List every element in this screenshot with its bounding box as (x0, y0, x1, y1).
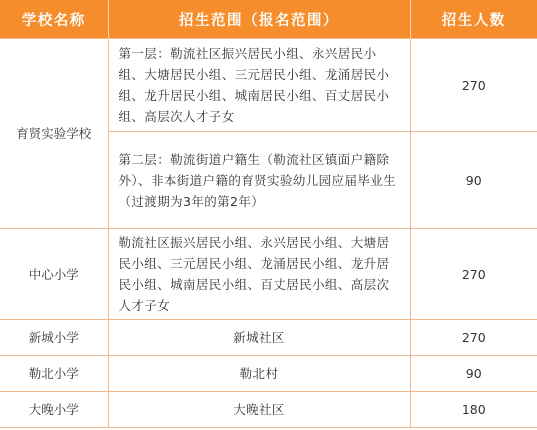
table-row (0, 320, 537, 356)
school-name-cell: 新城小学 (0, 320, 108, 356)
count-cell: 90 (410, 356, 537, 392)
table-row (0, 356, 537, 392)
header-school-name: 学校名称 (0, 0, 108, 39)
header-enrollment-range: 招生范围（报名范围） (108, 0, 410, 39)
range-cell: 第一层：勒流社区振兴居民小组、永兴居民小组、大塘居民小组、三元居民小组、龙涌居民小组、龙升居民小组、城南居民小组、百丈居民小组、高层次人才子女 (108, 39, 410, 132)
table-row (0, 392, 537, 428)
count-cell: 270 (410, 39, 537, 132)
table-row (0, 229, 537, 320)
range-cell: 勒北村 (108, 356, 410, 392)
school-name-cell: 育贤实验学校 (0, 39, 108, 229)
range-cell: 勒流社区振兴居民小组、永兴居民小组、大塘居民小组、三元居民小组、龙涌居民小组、龙升居民小组、城南居民小组、百丈居民小组、高层次人才子女 (108, 229, 410, 320)
school-name-cell: 中心小学 (0, 229, 108, 320)
range-cell: 大晚社区 (108, 392, 410, 428)
school-name-cell: 大晚小学 (0, 392, 108, 428)
table-header-row (0, 0, 537, 39)
count-cell: 180 (410, 392, 537, 428)
count-cell: 270 (410, 320, 537, 356)
count-cell: 90 (410, 132, 537, 229)
school-name-cell: 勒北小学 (0, 356, 108, 392)
table-row (0, 39, 537, 132)
range-cell: 第二层：勒流街道户籍生（勒流社区镇面户籍除外）、非本街道户籍的育贤实验幼儿园应届毕业生（过渡期为3年的第2年） (108, 132, 410, 229)
count-cell: 270 (410, 229, 537, 320)
range-cell: 新城社区 (108, 320, 410, 356)
header-enrollment-count: 招生人数 (410, 0, 537, 39)
